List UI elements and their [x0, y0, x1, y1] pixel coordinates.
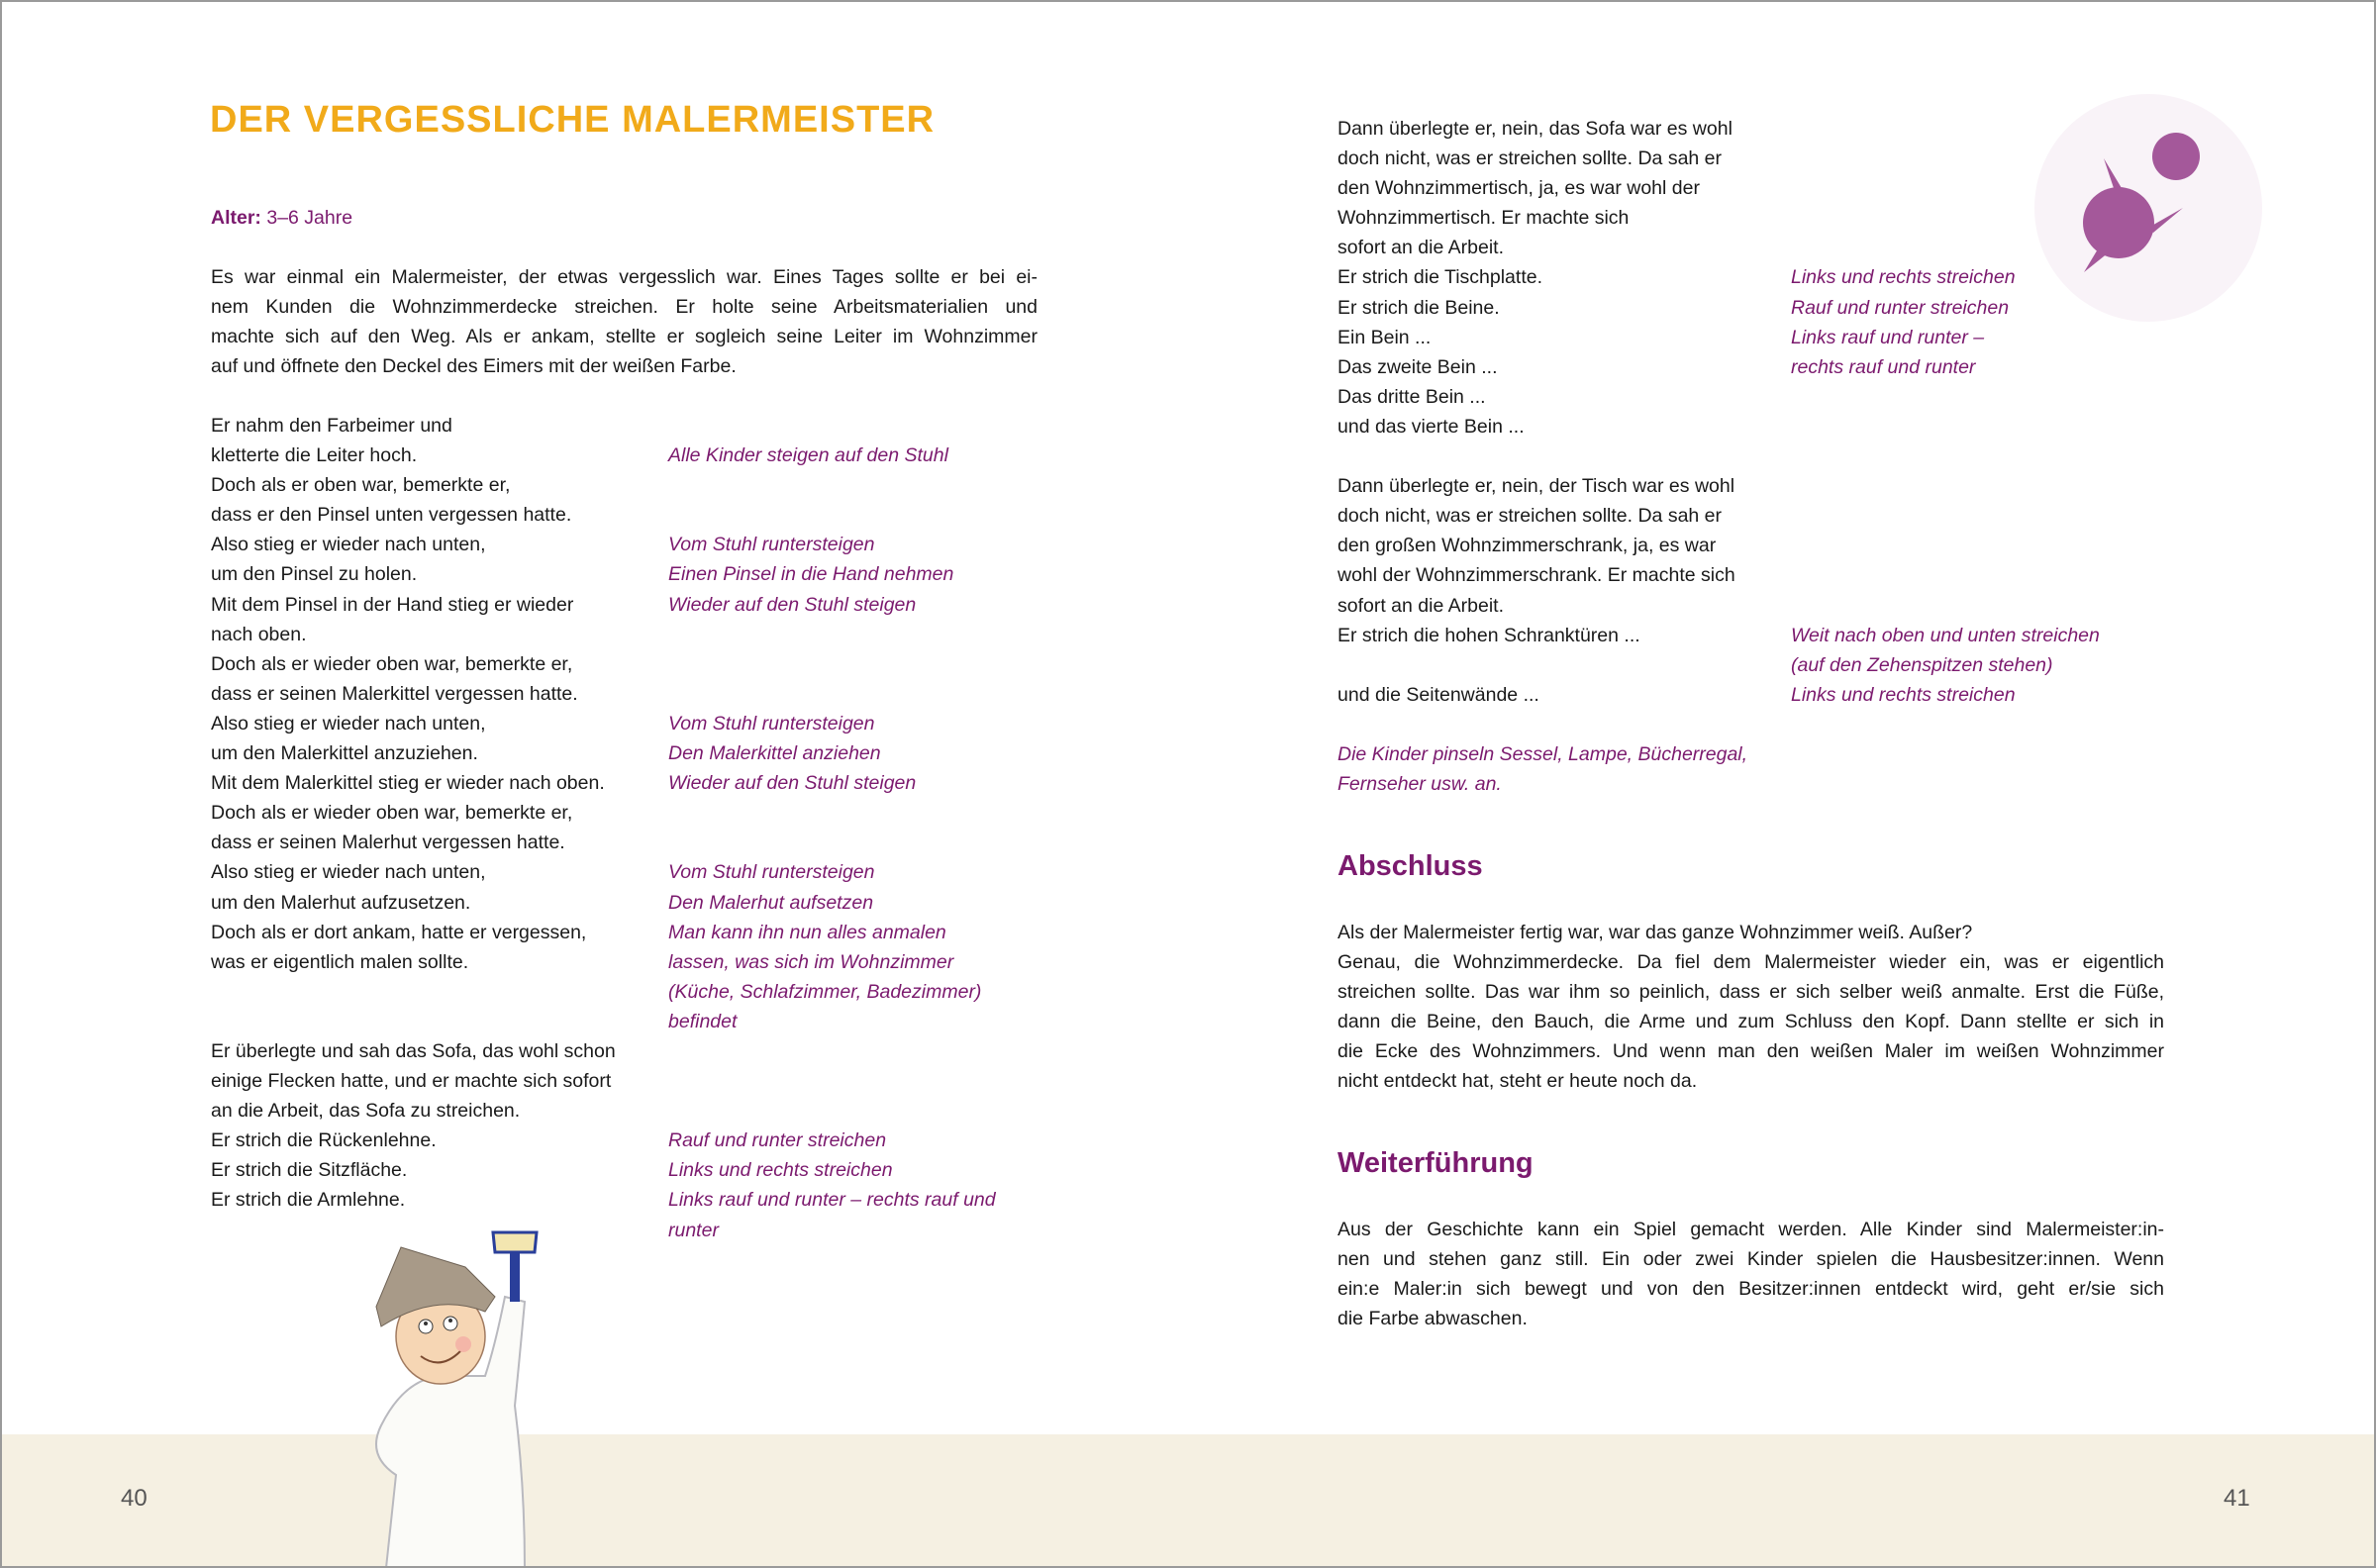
story-row — [1337, 501, 2169, 531]
stage-direction: Links rauf und runter – — [1791, 326, 1985, 348]
story-text: Das dritte Bein ... — [1337, 385, 1486, 408]
story-row — [211, 411, 1062, 441]
story-text: sofort an die Arbeit. — [1337, 594, 1505, 617]
story-text: Doch als er wieder oben war, bemerkte er, — [211, 652, 573, 675]
stage-direction: befindet — [668, 1010, 738, 1032]
story-row — [1337, 621, 2169, 650]
text-line: nicht entdeckt hat, steht er heute noch da. — [1337, 1070, 1698, 1093]
stage-direction: Links und rechts streichen — [668, 1159, 893, 1182]
story-row — [211, 1126, 1062, 1155]
story-text: um den Pinsel zu holen. — [211, 563, 418, 586]
stage-direction: runter — [668, 1219, 719, 1241]
stage-direction: Den Malerkittel anziehen — [668, 742, 881, 765]
story-row — [1337, 412, 2169, 441]
story-row — [211, 977, 1062, 1007]
story-row — [1337, 114, 2169, 144]
story-row — [211, 888, 1062, 918]
story-row — [211, 590, 1062, 620]
story-row — [211, 738, 1062, 768]
page-number-left: 40 — [121, 1485, 148, 1512]
story-text: den Wohnzimmertisch, ja, es war wohl der — [1337, 177, 1700, 200]
stage-direction: Rauf und runter streichen — [1791, 296, 2010, 319]
story-text: Mit dem Pinsel in der Hand stieg er wieder — [211, 593, 574, 616]
stage-direction: Weit nach oben und unten streichen — [1791, 624, 2100, 646]
story-rows-right — [1337, 114, 2169, 739]
stage-direction: Den Malerhut aufsetzen — [668, 891, 874, 914]
story-row — [1337, 144, 2169, 173]
story-row — [211, 798, 1062, 828]
story-text: Das zweite Bein ... — [1337, 355, 1498, 378]
stage-direction: (auf den Zehenspitzen stehen) — [1791, 653, 2053, 676]
story-text: Er strich die Rückenlehne. — [211, 1129, 437, 1152]
age-label: Alter: — [211, 207, 261, 229]
story-text: Doch als er dort ankam, hatte er vergessen, — [211, 921, 587, 943]
story-text: Also stieg er wieder nach unten, — [211, 534, 486, 556]
story-text: Also stieg er wieder nach unten, — [211, 712, 486, 735]
story-row — [1337, 471, 2169, 501]
abschluss-heading: Abschluss — [1337, 850, 1483, 882]
text-line: ein:e Maler:in sich bewegt und von den Besitzer:innen entdeckt wird, geht er/sie sich — [1337, 1278, 2164, 1301]
age-value: 3–6 Jahre — [266, 207, 353, 229]
story-rows-left — [211, 411, 1062, 1245]
story-text: dass er seinen Malerkittel vergessen hatte. — [211, 682, 578, 705]
story-row — [211, 1096, 1062, 1126]
abschluss-paragraph — [1337, 918, 2164, 1097]
story-row — [1337, 441, 2169, 471]
story-text: Er strich die Armlehne. — [211, 1189, 406, 1212]
story-text: einige Flecken hatte, und er machte sich sofort — [211, 1070, 612, 1093]
story-text: nach oben. — [211, 623, 307, 645]
age-range — [211, 203, 352, 233]
story-text: um den Malerhut aufzusetzen. — [211, 891, 471, 914]
story-row — [211, 649, 1062, 679]
stage-direction: Alle Kinder steigen auf den Stuhl — [668, 444, 948, 467]
text-line: auf und öffnete den Deckel des Eimers mit der weißen Farbe. — [211, 355, 737, 378]
story-text: und das vierte Bein ... — [1337, 415, 1525, 438]
story-row — [211, 947, 1062, 977]
text-line: Es war einmal ein Malermeister, der etwas vergesslich war. Eines Tages sollte er bei ei- — [211, 266, 1038, 288]
text-line: dann die Beine, den Bauch, die Arme und zum Schluss den Kopf. Dann stellte er sich in — [1337, 1011, 2164, 1033]
page-title: DER VERGESSLICHE MALERMEISTER — [210, 99, 936, 141]
stage-direction: Vom Stuhl runtersteigen — [668, 861, 875, 884]
story-text: Wohnzimmertisch. Er machte sich — [1337, 207, 1630, 230]
story-text: Ein Bein ... — [1337, 326, 1432, 348]
stage-direction: (Küche, Schlafzimmer, Badezimmer) — [668, 980, 982, 1003]
story-text: Doch als er wieder oben war, bemerkte er, — [211, 802, 573, 825]
text-line: nen und stehen ganz still. Ein oder zwei Kinder spielen die Hausbesitzer:innen. Wenn — [1337, 1248, 2164, 1271]
story-text: was er eigentlich malen sollte. — [211, 950, 469, 973]
stage-direction: Wieder auf den Stuhl steigen — [668, 593, 917, 616]
story-text: Er strich die hohen Schranktüren ... — [1337, 624, 1640, 646]
story-row — [211, 1036, 1062, 1066]
story-row — [211, 559, 1062, 589]
story-text: und die Seitenwände ... — [1337, 683, 1539, 706]
story-text: an die Arbeit, das Sofa zu streichen. — [211, 1100, 521, 1123]
story-text: doch nicht, was er streichen sollte. Da sah er — [1337, 147, 1723, 170]
story-row — [211, 620, 1062, 649]
story-text: doch nicht, was er streichen sollte. Da sah er — [1337, 505, 1723, 528]
closing-stage-note — [1337, 739, 1747, 799]
story-text: dass er den Pinsel unten vergessen hatte. — [211, 504, 572, 527]
stage-direction: Vom Stuhl runtersteigen — [668, 534, 875, 556]
story-text: sofort an die Arbeit. — [1337, 237, 1505, 259]
story-text: um den Malerkittel anzuziehen. — [211, 742, 478, 765]
story-row — [211, 768, 1062, 798]
text-line: nem Kunden die Wohnzimmerdecke streichen. Er holte seine Arbeitsmaterialien und — [211, 296, 1038, 319]
weiterfuehrung-paragraph — [1337, 1215, 2164, 1333]
story-text: kletterte die Leiter hoch. — [211, 444, 418, 467]
text-line: machte sich auf den Weg. Als er ankam, stellte er sogleich seine Leiter im Wohnzimmer — [211, 326, 1038, 348]
stage-direction: Einen Pinsel in die Hand nehmen — [668, 563, 954, 586]
weiterfuehrung-heading: Weiterführung — [1337, 1147, 1534, 1179]
story-row — [211, 709, 1062, 738]
story-row — [1337, 323, 2169, 352]
stage-direction: Links und rechts streichen — [1791, 266, 2016, 289]
story-row — [211, 530, 1062, 559]
page-number-right: 41 — [2224, 1485, 2250, 1512]
story-text: wohl der Wohnzimmerschrank. Er machte sich — [1337, 564, 1735, 587]
story-row — [211, 857, 1062, 887]
story-row — [211, 441, 1062, 470]
story-row — [1337, 591, 2169, 621]
stage-direction: rechts rauf und runter — [1791, 355, 1976, 378]
story-row — [1337, 352, 2169, 382]
story-text: Doch als er oben war, bemerkte er, — [211, 474, 511, 497]
story-text: Er nahm den Farbeimer und — [211, 415, 452, 437]
story-text: Dann überlegte er, nein, das Sofa war es wohl — [1337, 118, 1732, 140]
story-row — [211, 828, 1062, 857]
stage-direction: lassen, was sich im Wohnzimmer — [668, 950, 954, 973]
story-text: Mit dem Malerkittel stieg er wieder nach oben. — [211, 772, 605, 795]
story-row — [1337, 203, 2169, 233]
story-row — [1337, 233, 2169, 262]
stage-direction: Vom Stuhl runtersteigen — [668, 712, 875, 735]
story-row — [211, 1066, 1062, 1096]
story-text: dass er seinen Malerhut vergessen hatte. — [211, 832, 565, 854]
story-text: Er strich die Tischplatte. — [1337, 266, 1542, 289]
story-row — [211, 918, 1062, 947]
story-row — [1337, 710, 2169, 739]
story-text: den großen Wohnzimmerschrank, ja, es war — [1337, 535, 1717, 557]
story-row — [1337, 650, 2169, 680]
text-line: Die Kinder pinseln Sessel, Lampe, Bücherregal, — [1337, 743, 1748, 765]
story-text: Also stieg er wieder nach unten, — [211, 861, 486, 884]
stage-direction: Wieder auf den Stuhl steigen — [668, 772, 917, 795]
text-line: Als der Malermeister fertig war, war das ganze Wohnzimmer weiß. Außer? — [1337, 922, 1973, 943]
story-row — [211, 500, 1062, 530]
story-row — [211, 1185, 1062, 1215]
stage-direction: Links rauf und runter – rechts rauf und — [668, 1189, 996, 1212]
stage-direction: Man kann ihn nun alles anmalen — [668, 921, 946, 943]
story-row — [1337, 173, 2169, 203]
story-text: Dann überlegte er, nein, der Tisch war es wohl — [1337, 475, 1735, 498]
text-line: streichen sollte. Das war ihm so peinlich, dass er sich selber weiß anmalte. Erst die Füße, — [1337, 981, 2164, 1004]
story-row — [211, 470, 1062, 500]
text-line: Aus der Geschichte kann ein Spiel gemacht werden. Alle Kinder sind Malermeister:in- — [1337, 1219, 2164, 1240]
story-row — [211, 1007, 1062, 1036]
text-line: Fernseher usw. an. — [1337, 773, 1502, 796]
story-row — [1337, 382, 2169, 412]
story-row — [1337, 680, 2169, 710]
story-row — [1337, 560, 2169, 590]
story-row — [1337, 262, 2169, 292]
story-row — [1337, 531, 2169, 560]
text-line: Genau, die Wohnzimmerdecke. Da fiel dem Malermeister wieder ein, was er eigentlich — [1337, 951, 2164, 974]
text-line: die Farbe abwaschen. — [1337, 1308, 1528, 1330]
text-line: die Ecke des Wohnzimmers. Und wenn man den weißen Maler im weißen Wohnzimmer — [1337, 1040, 2164, 1063]
story-text: Er strich die Beine. — [1337, 296, 1500, 319]
story-text: Er überlegte und sah das Sofa, das wohl schon — [211, 1039, 616, 1062]
story-row — [211, 679, 1062, 709]
story-row — [211, 1155, 1062, 1185]
intro-paragraph — [211, 262, 1038, 381]
stage-direction: Links und rechts streichen — [1791, 683, 2016, 706]
stage-direction: Rauf und runter streichen — [668, 1129, 887, 1152]
story-text: Er strich die Sitzfläche. — [211, 1159, 408, 1182]
story-row — [1337, 293, 2169, 323]
painter-illustration — [327, 1227, 584, 1568]
